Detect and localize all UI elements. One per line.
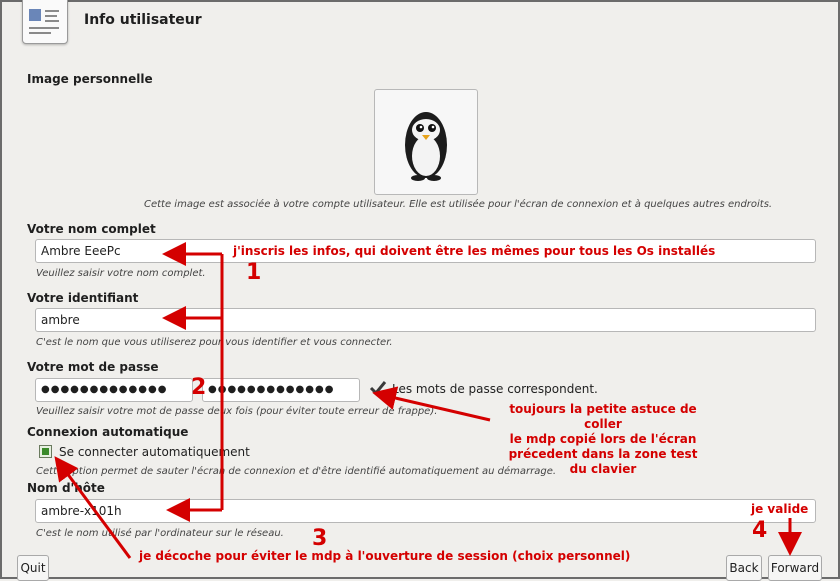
fullname-label: Votre nom complet [27, 222, 156, 236]
quit-button[interactable]: Quit [17, 555, 49, 581]
annotation-2-line4: du clavier [569, 462, 637, 476]
username-label: Votre identifiant [27, 291, 139, 305]
annotation-2-text [493, 402, 713, 477]
fullname-input[interactable]: Ambre EeePc [35, 239, 816, 263]
password-label: Votre mot de passe [27, 360, 159, 374]
annotation-3-text: je décoche pour éviter le mdp à l'ouverture de session (choix personnel) [139, 549, 631, 563]
photo-hint: Cette image est associée à votre compte utilisateur. Elle est utilisée pour l'écran de connexion et à quelques autres endroits. [144, 199, 773, 210]
annotation-2-number: 2 [191, 375, 207, 400]
photo-label: Image personnelle [27, 72, 153, 86]
annotation-4-number: 4 [752, 518, 768, 543]
username-hint: C'est le nom que vous utiliserez pour vous identifier et vous connecter. [36, 337, 393, 348]
annotation-4-text: je valide [751, 502, 809, 516]
autologin-label: Connexion automatique [27, 425, 189, 439]
annotation-1-number: 1 [246, 260, 262, 285]
password-match-text: Les mots de passe correspondent. [392, 382, 598, 396]
autologin-hint: Cette option permet de sauter l'écran de connexion et d'être identifié automatiquement au démarrage. [36, 466, 557, 477]
autologin-checkbox-label[interactable]: Se connecter automatiquement [59, 445, 250, 459]
hostname-input[interactable]: ambre-x101h [35, 499, 816, 523]
annotation-1-text: j'inscris les infos, qui doivent être les mêmes pour tous les Os installés [233, 244, 716, 258]
annotation-2-line3: précedent dans la zone test [508, 447, 698, 461]
hostname-hint: C'est le nom utilisé par l'ordinateur sur le réseau. [36, 528, 284, 539]
hostname-label: Nom d'hôte [27, 481, 105, 495]
password-confirm-input[interactable]: ●●●●●●●●●●●●● [202, 378, 360, 402]
annotation-2-line1: toujours la petite astuce de coller [509, 402, 697, 431]
forward-button[interactable]: Forward [768, 555, 822, 581]
password-input[interactable]: ●●●●●●●●●●●●● [35, 378, 193, 402]
annotation-arrows [2, 2, 840, 581]
back-button[interactable]: Back [726, 555, 762, 581]
annotation-3-number: 3 [312, 526, 328, 551]
page-title: Info utilisateur [84, 12, 202, 28]
username-input[interactable]: ambre [35, 308, 816, 332]
password-hint: Veuillez saisir votre mot de passe deux fois (pour éviter toute erreur de frappe). [36, 406, 438, 417]
fullname-hint: Veuillez saisir votre nom complet. [36, 268, 206, 279]
annotation-2-line2: le mdp copié lors de l'écran [509, 432, 697, 446]
